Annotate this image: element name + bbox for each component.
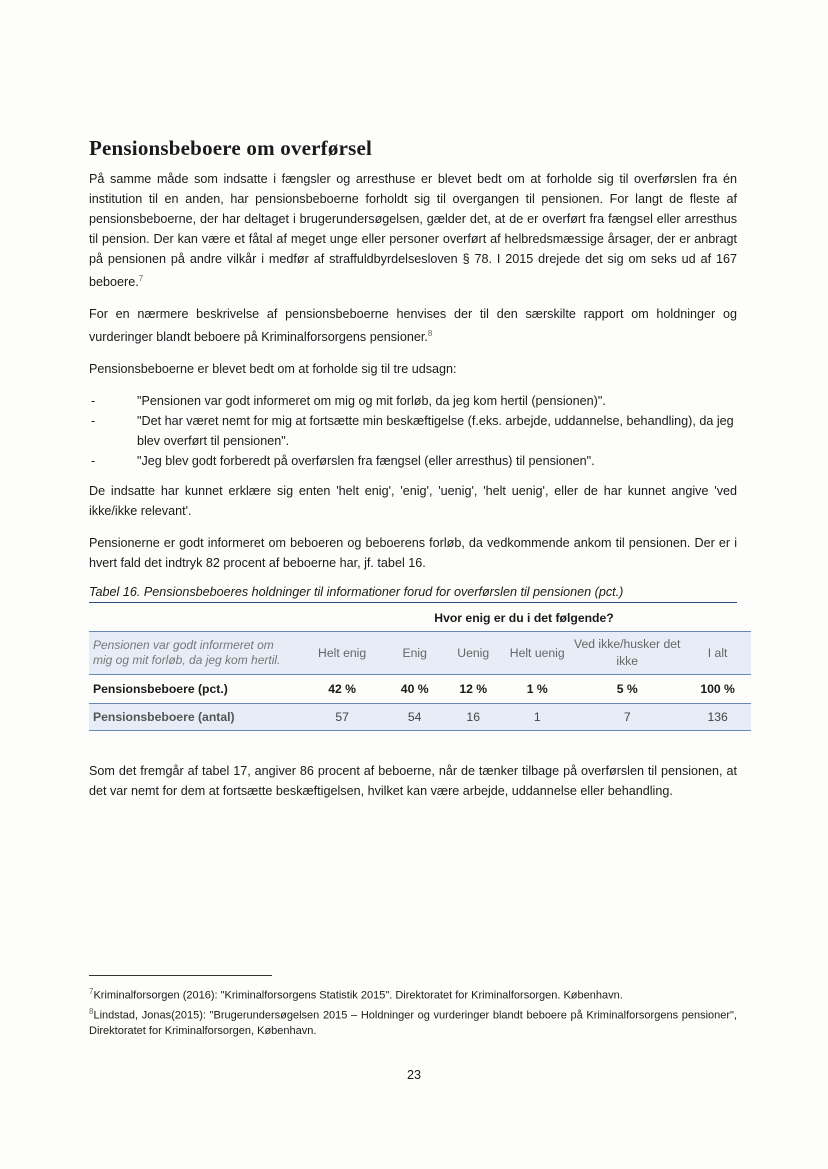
page-number: 23 <box>406 1068 421 1082</box>
table-corner <box>89 603 297 632</box>
table-cell: 16 <box>442 704 504 731</box>
footnote-number: 7 <box>89 987 94 996</box>
table-cell: 1 % <box>504 675 570 704</box>
footnote-7 <box>89 984 737 1004</box>
table-cell: 7 <box>570 704 684 731</box>
table-cell: 42 % <box>297 675 387 704</box>
footnote-ref-8[interactable]: 8 <box>427 329 433 339</box>
column-header: Ved ikke/husker det ikke <box>570 632 684 675</box>
footnote-ref-7[interactable]: 7 <box>138 274 144 283</box>
statement-list <box>89 391 737 471</box>
footnotes <box>89 975 737 1039</box>
statement-text: "Det har været nemt for mig at fortsætte min beskæftigelse (f.eks. arbejde, uddannelse, behandling), da jeg blev overført til pensionen". <box>137 414 734 449</box>
table-cell: 54 <box>387 704 442 731</box>
table-cell: 12 % <box>442 675 504 704</box>
table-cell: 57 <box>297 704 387 731</box>
paragraph-1 <box>89 169 737 292</box>
statement-text: "Pensionen var godt informeret om mig og mit forløb, da jeg kom hertil (pensionen)". <box>137 394 606 409</box>
table-group-header: Hvor enig er du i det følgende? <box>434 611 614 626</box>
table-header-row <box>89 632 751 675</box>
column-header: Helt uenig <box>504 632 570 675</box>
paragraph-2-text: For en nærmere beskrivelse af pensionsbeboerne henvises der til den særskilte rapport om holdninger og vurderinger blandt beboere på Kriminalforsorgens pensioner. <box>89 307 737 345</box>
main-content <box>89 136 737 813</box>
table-16 <box>89 585 737 731</box>
paragraph-3: Pensionsbeboerne er blevet bedt om at forholde sig til tre udsagn: <box>89 362 457 377</box>
statement-text: "Jeg blev godt forberedt på overførslen fra fængsel (eller arresthus) til pensionen". <box>137 454 595 469</box>
list-dash: - <box>91 414 96 429</box>
paragraph-4: De indsatte har kunnet erklære sig enten 'helt enig', 'enig', 'uenig', 'helt uenig', eller de har kunnet angive 'ved ikke/ikke relevant'. <box>89 484 737 519</box>
footnote-text: Lindstad, Jonas(2015): "Brugerundersøgelsen 2015 – Holdninger og vurderinger blandt beboere på Kriminalforsorgens pensioner", Direktoratet for Kriminalforsorgen, København. <box>89 1009 737 1038</box>
row-label: Pensionsbeboere (antal) <box>89 704 297 731</box>
column-header: I alt <box>684 632 751 675</box>
table-cell: 1 <box>504 704 570 731</box>
table-cell: 100 % <box>684 675 751 704</box>
footnote-8 <box>89 1004 737 1040</box>
statement-item <box>89 411 737 451</box>
column-header: Enig <box>387 632 442 675</box>
table-cell: 40 % <box>387 675 442 704</box>
table-caption: Tabel 16. Pensionsbeboeres holdninger til informationer forud for overførslen til pensionen (pct.) <box>89 585 737 603</box>
section-heading: Pensionsbeboere om overførsel <box>89 136 373 160</box>
table-cell: 5 % <box>570 675 684 704</box>
footnote-number: 8 <box>89 1006 94 1016</box>
column-header: Helt enig <box>297 632 387 675</box>
list-dash: - <box>91 454 96 469</box>
statement-item <box>89 451 737 471</box>
row-label: Pensionsbeboere (pct.) <box>89 675 297 704</box>
paragraph-5: Pensionerne er godt informeret om beboeren og beboerens forløb, da vedkommende ankom til pensionen. Der er i hvert fald det indtryk 82 procent af beboerne har, jf. tabel 16. <box>89 536 737 571</box>
table-cell: 136 <box>684 704 751 731</box>
statement-item <box>89 391 737 411</box>
data-table <box>89 603 751 731</box>
column-header: Uenig <box>442 632 504 675</box>
table-row <box>89 675 751 704</box>
footnote-divider <box>89 975 272 976</box>
footnote-text: Kriminalforsorgen (2016): "Kriminalforsorgens Statistik 2015". Direktoratet for Kriminalforsorgen. København. <box>93 989 623 1002</box>
paragraph-1-text: På samme måde som indsatte i fængsler og arresthuse er blevet bedt om at forholde sig til overførslen fra én institution til en anden, har pensionsbeboerne forholdt sig til overgangen til pensionen. For langt de fleste af pensionsbeboerne, der har deltaget i brugerundersøgelsen, gælder det, at de er overført fra fængsel eller arresthus til pension. Der kan være et fåtal af meget unge eller personer overført af helbredsmæssige årsager, der er anbragt på pensionen på andre vilkår i medfør af straffuldbyrdelsesloven § 78. I 2015 drejede det sig om seks ud af 167 beboere. <box>89 172 737 290</box>
paragraph-2 <box>89 304 737 347</box>
table-row <box>89 704 751 731</box>
paragraph-6: Som det fremgår af tabel 17, angiver 86 procent af beboerne, når de tænker tilbage på overførslen til pensionen, at det var nemt for dem at fortsætte beskæftigelsen, hvilket kan være arbejde, uddannelse eller behandling. <box>89 764 737 799</box>
list-dash: - <box>91 394 96 409</box>
table-row-question: Pensionen var godt informeret om mig og mit forløb, da jeg kom hertil. <box>89 632 297 675</box>
